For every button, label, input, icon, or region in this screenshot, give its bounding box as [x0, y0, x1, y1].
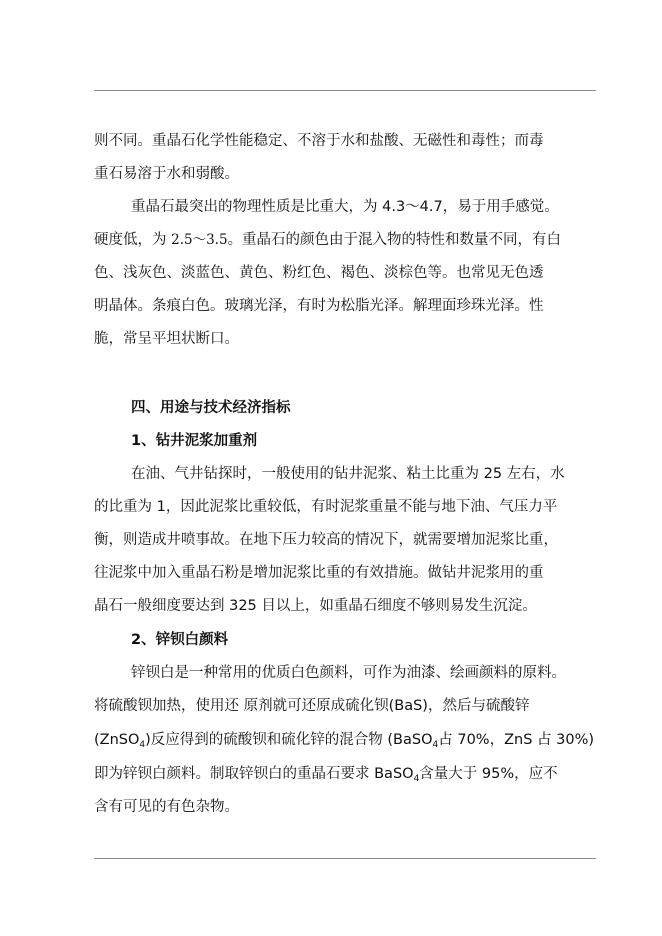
text-line: 的比重为 1，因此泥浆比重较低，有时泥浆重量不能与地下油、气压力平 [94, 499, 558, 515]
text-line: 明晶体。条痕白色。玻璃光泽，有时为松脂光泽。解理面珍珠光泽。性 [94, 298, 544, 314]
subsection-heading: 2、锌钡白颜料 [131, 632, 229, 648]
text-line: 衡，则造成井喷事故。在地下压力较高的情况下，就需要增加泥浆比重， [94, 532, 558, 548]
text-line: 重晶石最突出的物理性质是比重大，为 4.3～4.7，易于用手感觉。 [131, 199, 559, 215]
text-line: 将硫酸钡加热，使用还 原剂就可还原成硫化钡(BaS)，然后与硫酸锌 [94, 698, 530, 714]
header-rule [94, 90, 596, 91]
text-line: 往泥浆中加入重晶石粉是增加泥浆比重的有效措施。做钻井泥浆用的重 [94, 565, 544, 581]
subsection-heading: 1、钻井泥浆加重剂 [131, 433, 258, 449]
section-heading: 四、用途与技术经济指标 [131, 400, 291, 416]
footer-rule [94, 858, 596, 859]
text-line: 晶石一般细度要达到 325 目以上，如重晶石细度不够则易发生沉淀。 [94, 598, 537, 614]
text-line: 在油、气井钻探时，一般使用的钻井泥浆、粘土比重为 25 左右，水 [131, 466, 565, 482]
text-line: 重石易溶于水和弱酸。 [94, 166, 239, 182]
text-line: 脆，常呈平坦状断口。 [94, 331, 239, 347]
text-line: 锌钡白是一种常用的优质白色颜料，可作为油漆、绘画颜料的原料。 [131, 665, 566, 681]
text-line: 即为锌钡白颜料。制取锌钡白的重晶石要求 BaSO$_4$含量大于 95%，应不 [94, 766, 558, 784]
text-line: 硬度低，为 2.5～3.5。重晶石的颜色由于混入物的特性和数量不同，有白 [94, 232, 562, 248]
text-line: 含有可见的有色杂物。 [94, 799, 239, 815]
text-line: 则不同。重晶石化学性能稳定、不溶于水和盐酸、无磁性和毒性；而毒 [94, 133, 544, 149]
text-line: 色、浅灰色、淡蓝色、黄色、粉红色、褐色、淡棕色等。也常见无色透 [94, 265, 544, 281]
text-line: (ZnSO$_4$)反应得到的硫酸钡和硫化锌的混合物 (BaSO$_4$占 70%，ZnS 占 30%) [94, 732, 595, 750]
